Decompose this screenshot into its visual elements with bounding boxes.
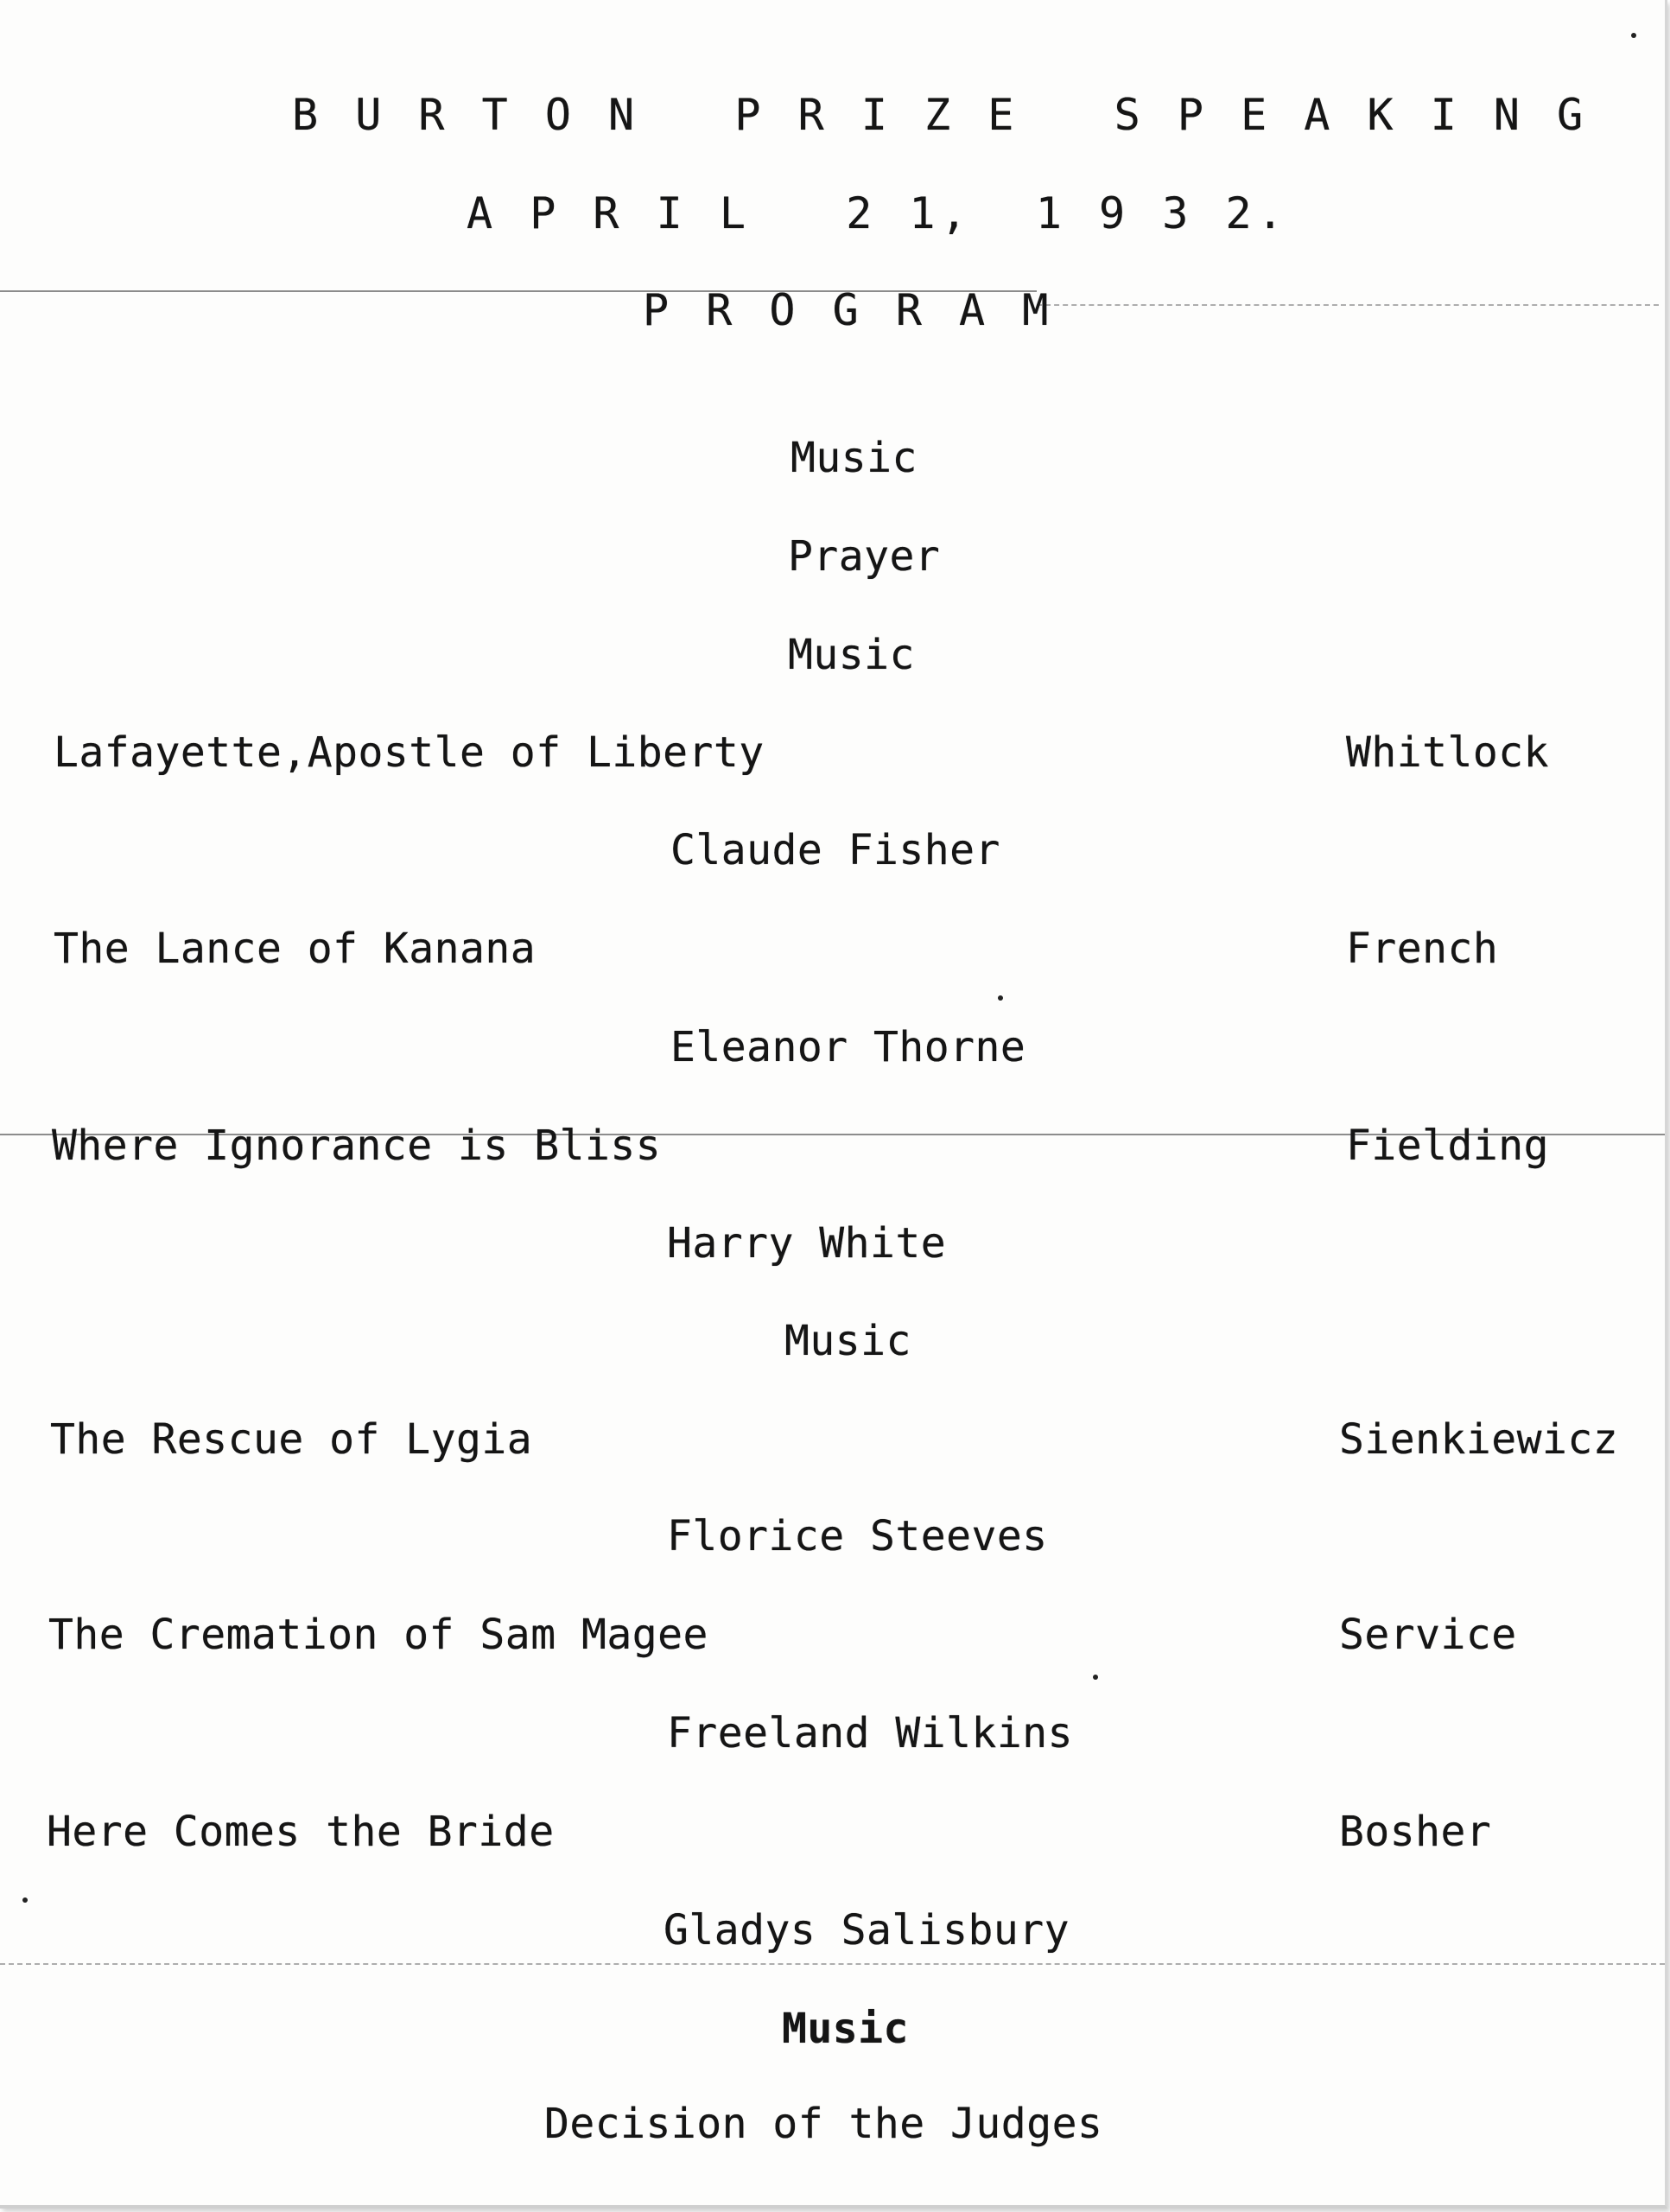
selection-speaker: Claude Fisher (670, 826, 1000, 874)
ink-speck (1631, 33, 1636, 38)
program-heading: P R O G R A M (643, 285, 1054, 335)
selection-author: Service (1339, 1611, 1517, 1659)
selection-speaker: Florice Steeves (667, 1512, 1048, 1560)
selection-title: Lafayette,Apostle of Liberty (54, 728, 765, 777)
program-item-decision: Decision of the Judges (544, 2100, 1103, 2148)
selection-title: Here Comes the Bride (47, 1808, 555, 1856)
program-item-music: Music (782, 2005, 909, 2053)
selection-speaker: Harry White (667, 1219, 947, 1268)
selection-author: Fielding (1346, 1122, 1550, 1170)
selection-author: Sienkiewicz (1339, 1415, 1619, 1464)
selection-title: The Lance of Kanana (54, 925, 537, 973)
event-date: A P R I L 2 1, 1 9 3 2. (467, 188, 1289, 238)
program-item-music: Music (784, 1317, 911, 1365)
fold-line (1037, 304, 1659, 306)
event-title: B U R T O N P R I Z E S P E A K I N G (292, 90, 1589, 140)
selection-title: Where Ignorance is Bliss (52, 1122, 662, 1170)
ink-speck (22, 1897, 28, 1903)
selection-author: Bosher (1339, 1808, 1492, 1856)
ink-speck (1093, 1675, 1098, 1680)
selection-speaker: Freeland Wilkins (667, 1709, 1074, 1758)
selection-author: Whitlock (1346, 728, 1550, 777)
program-item-prayer: Prayer (788, 532, 941, 581)
selection-title: The Rescue of Lygia (50, 1415, 533, 1464)
selection-author: French (1346, 925, 1499, 973)
selection-speaker: Eleanor Thorne (670, 1023, 1026, 1071)
fold-line (0, 1963, 1665, 1965)
ink-speck (998, 995, 1003, 1001)
program-item-music: Music (788, 631, 915, 679)
selection-speaker: Gladys Salisbury (664, 1906, 1070, 1955)
program-item-music: Music (791, 434, 918, 482)
selection-title: The Cremation of Sam Magee (48, 1611, 708, 1659)
